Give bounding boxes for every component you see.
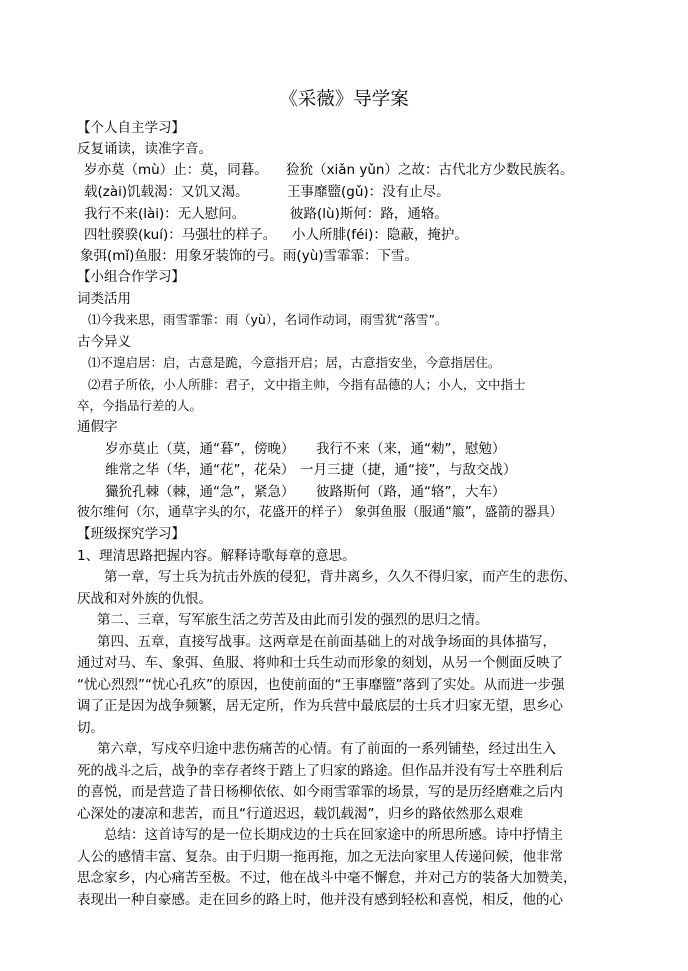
category-label: 通假字 [77, 419, 118, 435]
vocab-item: 彼路(lù)斯何：路，通辂。 [290, 206, 448, 222]
vocab-item: 小人所腓(féi)：隐蔽，掩护。 [292, 227, 468, 243]
paragraph-line: 第六章，写戍卒归途中悲伤痛苦的心情。有了前面的一系列铺垫，经过出生入 [97, 741, 556, 757]
list-item: 岁亦莫止（莫，通“暮”，傍晚） [105, 441, 295, 457]
paragraph-line: 的喜悦，而是营造了昔日杨柳依依、如今雨雪霏霏的场景，写的是历经磨难之后内 [77, 784, 563, 800]
list-item: ⑴不遑启居：启，古意是跪，今意指开启；居，古意指安坐，今意指居住。 [88, 355, 501, 370]
list-item: 卒，今指品行差的人。 [77, 398, 203, 413]
paragraph-line: 第二、三章，写军旅生活之劳苦及由此而引发的强烈的思归之情。 [97, 612, 489, 628]
list-item: 彼路斯何（路，通“辂”，大车） [316, 484, 506, 500]
vocab-item: 岁亦莫（mù）止：莫，同暮。 [84, 162, 268, 178]
section-heading-class-study: 【班级探究学习】 [77, 526, 185, 542]
question-text: 1、理清思路把握内容。解释诗歌每章的意思。 [77, 548, 356, 564]
paragraph-line: 切。 [77, 720, 104, 736]
vocab-item: 载(zài)饥载渴：又饥又渴。 [84, 184, 249, 200]
paragraph-line: 第一章，写士兵为抗击外族的侵犯，背井离乡，久久不得归家，而产生的悲伤、 [104, 569, 577, 585]
vocab-item: 象弭(mǐ)鱼服：用象牙装饰的弓。雨(yù)雪霏霏：下雪。 [80, 248, 419, 264]
paragraph-line: 思念家乡，内心痛苦至极。不过，他在战斗中毫不懈怠，并对己方的装备大加赞美， [77, 870, 577, 886]
list-item: 我行不来（来，通“勑”，慰勉） [316, 441, 506, 457]
section-heading-self-study: 【个人自主学习】 [77, 120, 185, 136]
paragraph-line: 厌战和对外族的仇恨。 [77, 591, 212, 607]
paragraph-line: 心深处的凄凉和悲苦，而且“行道迟迟，载饥载渴”，归乡的路依然那么艰难 [77, 806, 523, 822]
paragraph-line: 第四、五章，直接写战事。这两章是在前面基础上的对战争场面的具体描写， [97, 634, 556, 650]
vocab-item: 我行不来(lài)：无人慰问。 [84, 206, 246, 222]
vocab-item: 四牡骙骙(kuí)：马强壮的样子。 [84, 227, 277, 243]
category-label: 古今异义 [77, 334, 131, 350]
page-title: 《采薇》导学案 [279, 89, 409, 110]
paragraph-line: 表现出一种自豪感。走在回乡的路上时，他并没有感到轻松和喜悦，相反，他的心 [77, 892, 563, 908]
paragraph-line: 通过对马、车、象弭、鱼服、将帅和士兵生动而形象的刻划，从另一个侧面反映了 [77, 655, 563, 671]
instruction-text: 反复诵读，读准字音。 [77, 141, 212, 157]
list-item: 维常之华（华，通“花”，花朵） [105, 462, 295, 478]
vocab-item: 猃狁（xiǎn yǔn）之故：古代北方少数民族名。 [286, 162, 574, 178]
paragraph-line: 总结：这首诗写的是一位长期戍边的士兵在回家途中的所思所感。诗中抒情主 [104, 827, 563, 843]
category-label: 词类活用 [77, 291, 131, 307]
paragraph-line: 调了正是因为战争频繁，居无定所，作为兵营中最底层的士兵才归家无望，思乡心 [77, 698, 563, 714]
list-item: ⑵君子所依，小人所腓：君子，文中指主帅，今指有品德的人；小人，文中指士 [88, 377, 526, 392]
list-item: 玁狁孔棘（棘，通“急”，紧急） [105, 484, 295, 500]
paragraph-line: 死的战斗之后，战争的幸存者终于踏上了归家的路途。但作品并没有写士卒胜利后 [77, 763, 563, 779]
vocab-item: 王事靡盬(gǔ)：没有止尽。 [287, 184, 450, 200]
list-item: ⑴今我来思，雨雪霏霏：雨（yù），名词作动词，雨雪犹“落雪”。 [88, 312, 448, 327]
paragraph-line: “忧心烈烈”“忧心孔疚”的原因，也使前面的“王事靡盬”落到了实处。从而进一步强 [77, 677, 565, 693]
section-heading-group-study: 【小组合作学习】 [77, 269, 185, 285]
list-item: 彼尔维何（尔，通草字头的尔，花盛开的样子） 象弭鱼服（服通“箙”，盛箭的器具） [77, 505, 563, 520]
paragraph-line: 人公的感情丰富、复杂。由于归期一拖再拖，加之无法向家里人传递问候，他非常 [77, 849, 563, 865]
list-item: 一月三捷（捷，通“接”，与敌交战） [300, 462, 517, 478]
